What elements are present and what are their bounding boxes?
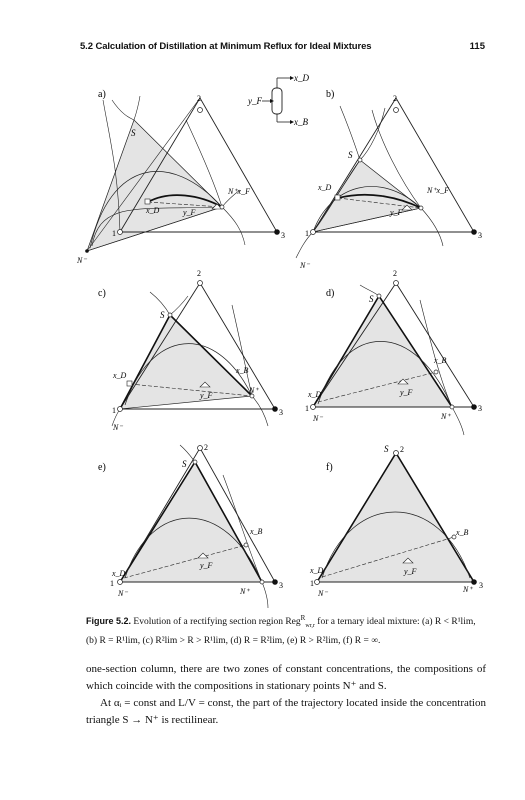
vertex-2-label: 2 — [197, 269, 201, 278]
paragraph-1: one-section column, there are two zones of constant concentrations, the compositions of which coincide with the compositions in stationary points N⁺ and S. — [86, 663, 486, 692]
vertex-2-label: 2 — [393, 94, 397, 103]
vertex-2-label: 2 — [197, 94, 201, 103]
caption-text: Evolution of a rectifying section region Reg — [133, 617, 301, 628]
xd-label: x_D — [318, 183, 332, 192]
s-label: S — [384, 444, 389, 454]
xb-label: x_B — [456, 528, 469, 537]
panel-label-d: d) — [326, 288, 335, 299]
s-label: S — [369, 294, 374, 304]
figure-caption — [86, 611, 486, 649]
section-title: 5.2 Calculation of Distillation at Minimum Reflux for Ideal Mixtures — [80, 41, 372, 52]
caption-sub: wr,r — [305, 623, 315, 630]
n-minus-label: N⁻ — [118, 589, 128, 598]
panel-f — [309, 444, 483, 598]
panel-a — [76, 89, 285, 265]
panel-label-b: b) — [326, 89, 335, 100]
n-minus-label: N⁻ — [77, 256, 87, 265]
xd-label: x_D — [146, 206, 160, 215]
nplus-label: N⁺ — [249, 386, 259, 395]
s-label: S — [160, 310, 165, 320]
panel-label-c: c) — [98, 288, 106, 299]
vertex-3-label: 3 — [478, 404, 482, 413]
panel-label-f: f) — [326, 462, 333, 473]
inset-xb-label: x_B — [294, 117, 308, 127]
yf-label: y_F — [183, 208, 196, 217]
panel-c — [98, 269, 283, 432]
xb-label: x_B — [434, 356, 447, 365]
yf-label: y_F — [200, 391, 213, 400]
vertex-1-label: 1 — [305, 404, 309, 413]
n-minus-label: N⁻ — [318, 589, 328, 598]
xd-label: x_D — [308, 390, 322, 399]
nplus-label: N⁺ — [240, 587, 250, 596]
vertex-1-label: 1 — [305, 229, 309, 238]
xd-label: x_D — [112, 569, 126, 578]
caption-rest: for a ternary ideal mixture: (a) R < R¹lim, (b) R = R¹lim, (c) R²lim > R > R¹lim, (d) R = R²lim, (e) R > R²lim, (f) R = ∞. — [86, 617, 476, 647]
vertex-3-label: 3 — [279, 581, 283, 590]
s-label: S — [182, 459, 187, 469]
nplus-xf-label: N⁺x_F — [427, 186, 449, 195]
s-label: S — [131, 128, 136, 138]
vertex-1-label: 1 — [112, 229, 116, 238]
inset-yf-label: y_F — [248, 96, 262, 106]
yf-label: y_F — [390, 208, 403, 217]
xb-label: x_B — [250, 527, 263, 536]
nplus-label: N⁺ — [463, 585, 473, 594]
yf-label: y_F — [404, 567, 417, 576]
vertex-2-label: 2 — [400, 445, 404, 454]
paragraph-2: At αᵢ = const and L/V = const, the part of the trajectory located inside the concentration triangle S → N⁺ is rectilinear. — [86, 697, 486, 726]
xd-label: x_D — [113, 371, 127, 380]
panel-label-a: a) — [98, 89, 106, 100]
s-label: S — [348, 150, 353, 160]
vertex-1-label: 1 — [112, 406, 116, 415]
panel-b — [296, 89, 482, 270]
vertex-3-label: 3 — [279, 408, 283, 417]
panel-label-e: e) — [98, 462, 106, 473]
column-inset — [247, 73, 309, 127]
panel-d — [305, 269, 482, 435]
nplus-label: N⁺ — [441, 412, 451, 421]
caption-sup: R — [300, 614, 306, 622]
yf-label: y_F — [200, 561, 213, 570]
xb-label: x_B — [236, 366, 249, 375]
n-minus-label: N⁻ — [113, 423, 123, 432]
vertex-3-label: 3 — [478, 231, 482, 240]
body-text — [86, 661, 486, 729]
vertex-1-label: 1 — [110, 579, 114, 588]
page-number: 115 — [469, 41, 485, 52]
n-minus-label: N⁻ — [300, 261, 310, 270]
vertex-3-label: 3 — [281, 231, 285, 240]
vertex-3-label: 3 — [479, 581, 483, 590]
vertex-2-label: 2 — [204, 443, 208, 452]
n-minus-label: N⁻ — [313, 414, 323, 423]
xd-label: x_D — [310, 566, 324, 575]
nplus-xf-label: N⁺x_F — [228, 187, 250, 196]
vertex-2-label: 2 — [393, 269, 397, 278]
caption-label: Figure 5.2. — [86, 616, 132, 627]
inset-xd-label: x_D — [294, 73, 309, 83]
vertex-1-label: 1 — [310, 579, 314, 588]
yf-label: y_F — [400, 388, 413, 397]
panel-e — [98, 443, 283, 608]
